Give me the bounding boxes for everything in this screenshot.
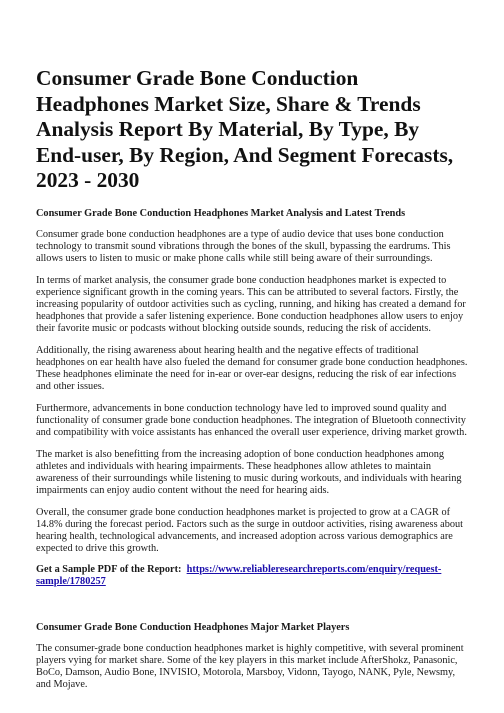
report-title: Consumer Grade Bone Conduction Headphones Market Size, Share & Trends Analysis Report By Material, By Type, By End-user, By Region, And Segment Forecasts, 2023 - 2030 — [36, 66, 454, 192]
paragraph-technology: Furthermore, advancements in bone conduction technology have led to improved sound quality and functionality of consumer grade bone conduction headphones. The integration of Bluetooth connectivity and compatibility with voice assistants has enhanced the overall user experience, driving market growth. — [36, 402, 467, 438]
section-heading-players: Consumer Grade Bone Conduction Headphones Major Market Players — [36, 621, 350, 633]
sample-pdf-link[interactable]: https://www.reliableresearchreports.com/enquiry/request-sample/1780257 — [36, 563, 442, 587]
section-heading-analysis: Consumer Grade Bone Conduction Headphones Market Analysis and Latest Trends — [36, 207, 406, 219]
sample-pdf-line — [36, 564, 468, 588]
sample-pdf-label: Get a Sample PDF of the Report: — [36, 563, 182, 575]
document-page — [36, 66, 468, 691]
paragraph-adoption: The market is also benefitting from the increasing adoption of bone conduction headphones among athletes and individuals with hearing impairments. These headphones allow athletes to maintain awareness of their surroundings while listening to music during workouts, and individuals with hearing impairments can enjoy audio content without the need for hearing aids. — [36, 448, 462, 496]
paragraph-players: The consumer-grade bone conduction headphones market is highly competitive, with several prominent players vying for market share. Some of the key players in this market include AfterShokz, Panasonic, BoCo, Damson, Audio Bone, INVISIO, Motorola, Marsboy, Vidonn, Tayogo, NANK, Pyle, Newsmy, and Mojave. — [36, 642, 464, 690]
paragraph-market-analysis: In terms of market analysis, the consumer grade bone conduction headphones market is expected to experience significant growth in the coming years. This can be attributed to several factors. Firstly, the increasing popularity of outdoor activities such as cycling, running, and hiking has created a demand for headphones that provide a safer listening experience. Bone conduction headphones allow users to enjoy their favorite music or podcasts without blocking outside sounds, reducing the risk of accidents. — [36, 274, 466, 334]
paragraph-forecast: Overall, the consumer grade bone conduction headphones market is projected to grow at a CAGR of 14.8% during the forecast period. Factors such as the surge in outdoor activities, rising awareness about hearing health, technological advancements, and increased adoption across various demographics are expected to drive this growth. — [36, 506, 464, 554]
paragraph-definition: Consumer grade bone conduction headphones are a type of audio device that uses bone conduction technology to transmit sound vibrations through the bones of the skull, bypassing the eardrums. This allows users to listen to music or make phone calls while still being aware of their surroundings. — [36, 228, 451, 264]
paragraph-hearing-health: Additionally, the rising awareness about hearing health and the negative effects of traditional headphones on ear health have also fueled the demand for consumer grade bone conduction headphones. These headphones eliminate the need for in-ear or over-ear designs, reducing the risk of ear infections and other issues. — [36, 344, 468, 392]
